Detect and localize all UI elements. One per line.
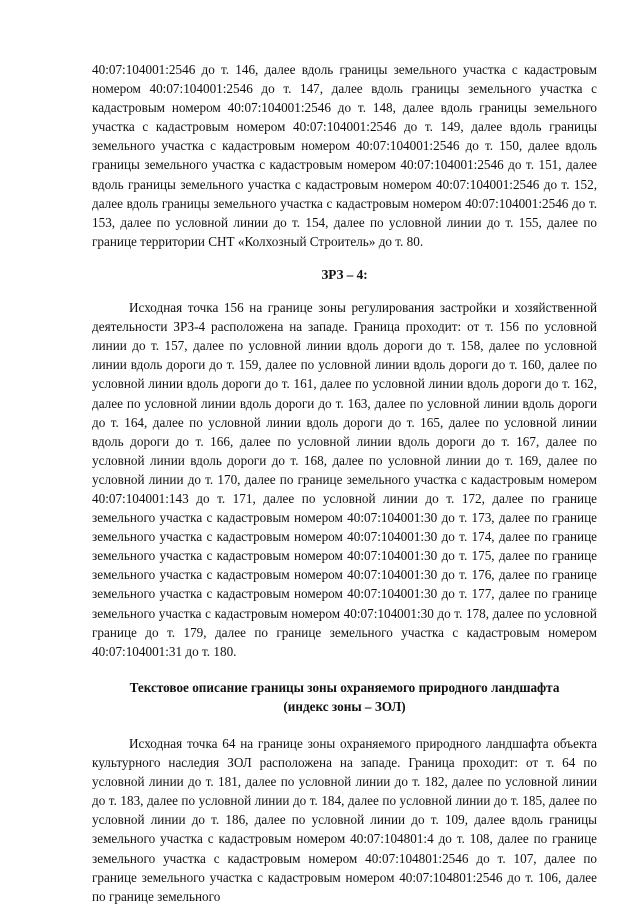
heading-zol-title: Текстовое описание границы зоны охраняемого природного ландшафта <box>129 679 560 695</box>
paragraph-zrz3-continuation: 40:07:104001:2546 до т. 146, далее вдоль границы земельного участка с кадастровым номером 40:07:104001:2546 до т. 147, далее вдоль границы земельного участка с кадастровым номером 40:07:104001:2546 до т. 148, далее вдоль границы земельного участка с кадастровым номером 40:07:104001:2546 до т. 149, далее вдоль границы земельного участка с кадастровым номером 40:07:104001:2546 до т. 150, далее вдоль границы земельного участка с кадастровым номером 40:07:104001:2546 до т. 151, далее вдоль границы земельного участка с кадастровым номером 40:07:104001:2546 до т. 152, далее вдоль границы земельного участка с кадастровым номером 40:07:104001:2546 до т. 153, далее по условной линии до т. 154, далее по условной линии до т. 155, далее по границе территории СНТ «Колхозный Строитель» до т. 80. <box>92 62 597 249</box>
document-page <box>92 60 597 906</box>
paragraph-zol-description: Исходная точка 64 на границе зоны охраняемого природного ландшафта объекта культурного наследия ЗОЛ расположена на западе. Граница проходит: от т. 64 по условной линии до т. 181, далее по условной линии до т. 182, далее по условной линии до т. 183, далее по условной линии до т. 184, далее по условной линии до т. 185, далее по условной линии до т. 186, далее по условной линии до т. 109, далее вдоль границы земельного участка с кадастровым номером 40:07:104801:4 до т. 108, далее по границе земельного участка с кадастровым номером 40:07:104801:2546 до т. 107, далее по границе земельного участка с кадастровым номером 40:07:104801:2546 до т. 106, далее по границе земельного <box>92 736 597 904</box>
heading-zol-index: (индекс зоны – ЗОЛ) <box>283 698 406 714</box>
paragraph-zrz4-description: Исходная точка 156 на границе зоны регулирования застройки и хозяйственной деятельности ЗРЗ-4 расположена на западе. Граница проходит: от т. 156 по условной линии до т. 157, далее по условной линии вдоль дороги до т. 158, далее по условной линии вдоль дороги до т. 159, далее по условной линии вдоль дороги до т. 160, далее по условной линии вдоль дороги до т. 161, далее по условной линии вдоль дороги до т. 162, далее по условной линии вдоль дороги до т. 163, далее по условной линии вдоль дороги до т. 164, далее по условной линии вдоль дороги до т. 165, далее по условной линии вдоль дороги до т. 166, далее по условной линии вдоль дороги до т. 167, далее по условной линии вдоль дороги до т. 168, далее по условной линии до т. 169, далее по условной линии до т. 170, далее по границе земельного участка с кадастровым номером 40:07:104001:143 до т. 171, далее по условной линии до т. 172, далее по границе земельного участка с кадастровым номером 40:07:104001:30 до т. 173, далее по границе земельного участка с кадастровым номером 40:07:104001:30 до т. 174, далее по границе земельного участка с кадастровым номером 40:07:104001:30 до т. 175, далее по границе земельного участка с кадастровым номером 40:07:104001:30 до т. 176, далее по границе земельного участка с кадастровым номером 40:07:104001:30 до т. 177, далее по границе земельного участка с кадастровым номером 40:07:104001:30 до т. 178, далее по условной границе до т. 179, далее по границе земельного участка с кадастровым номером 40:07:104001:31 до т. 180. <box>92 300 597 659</box>
heading-zol <box>92 678 597 716</box>
heading-zrz4: ЗРЗ – 4: <box>321 266 368 282</box>
